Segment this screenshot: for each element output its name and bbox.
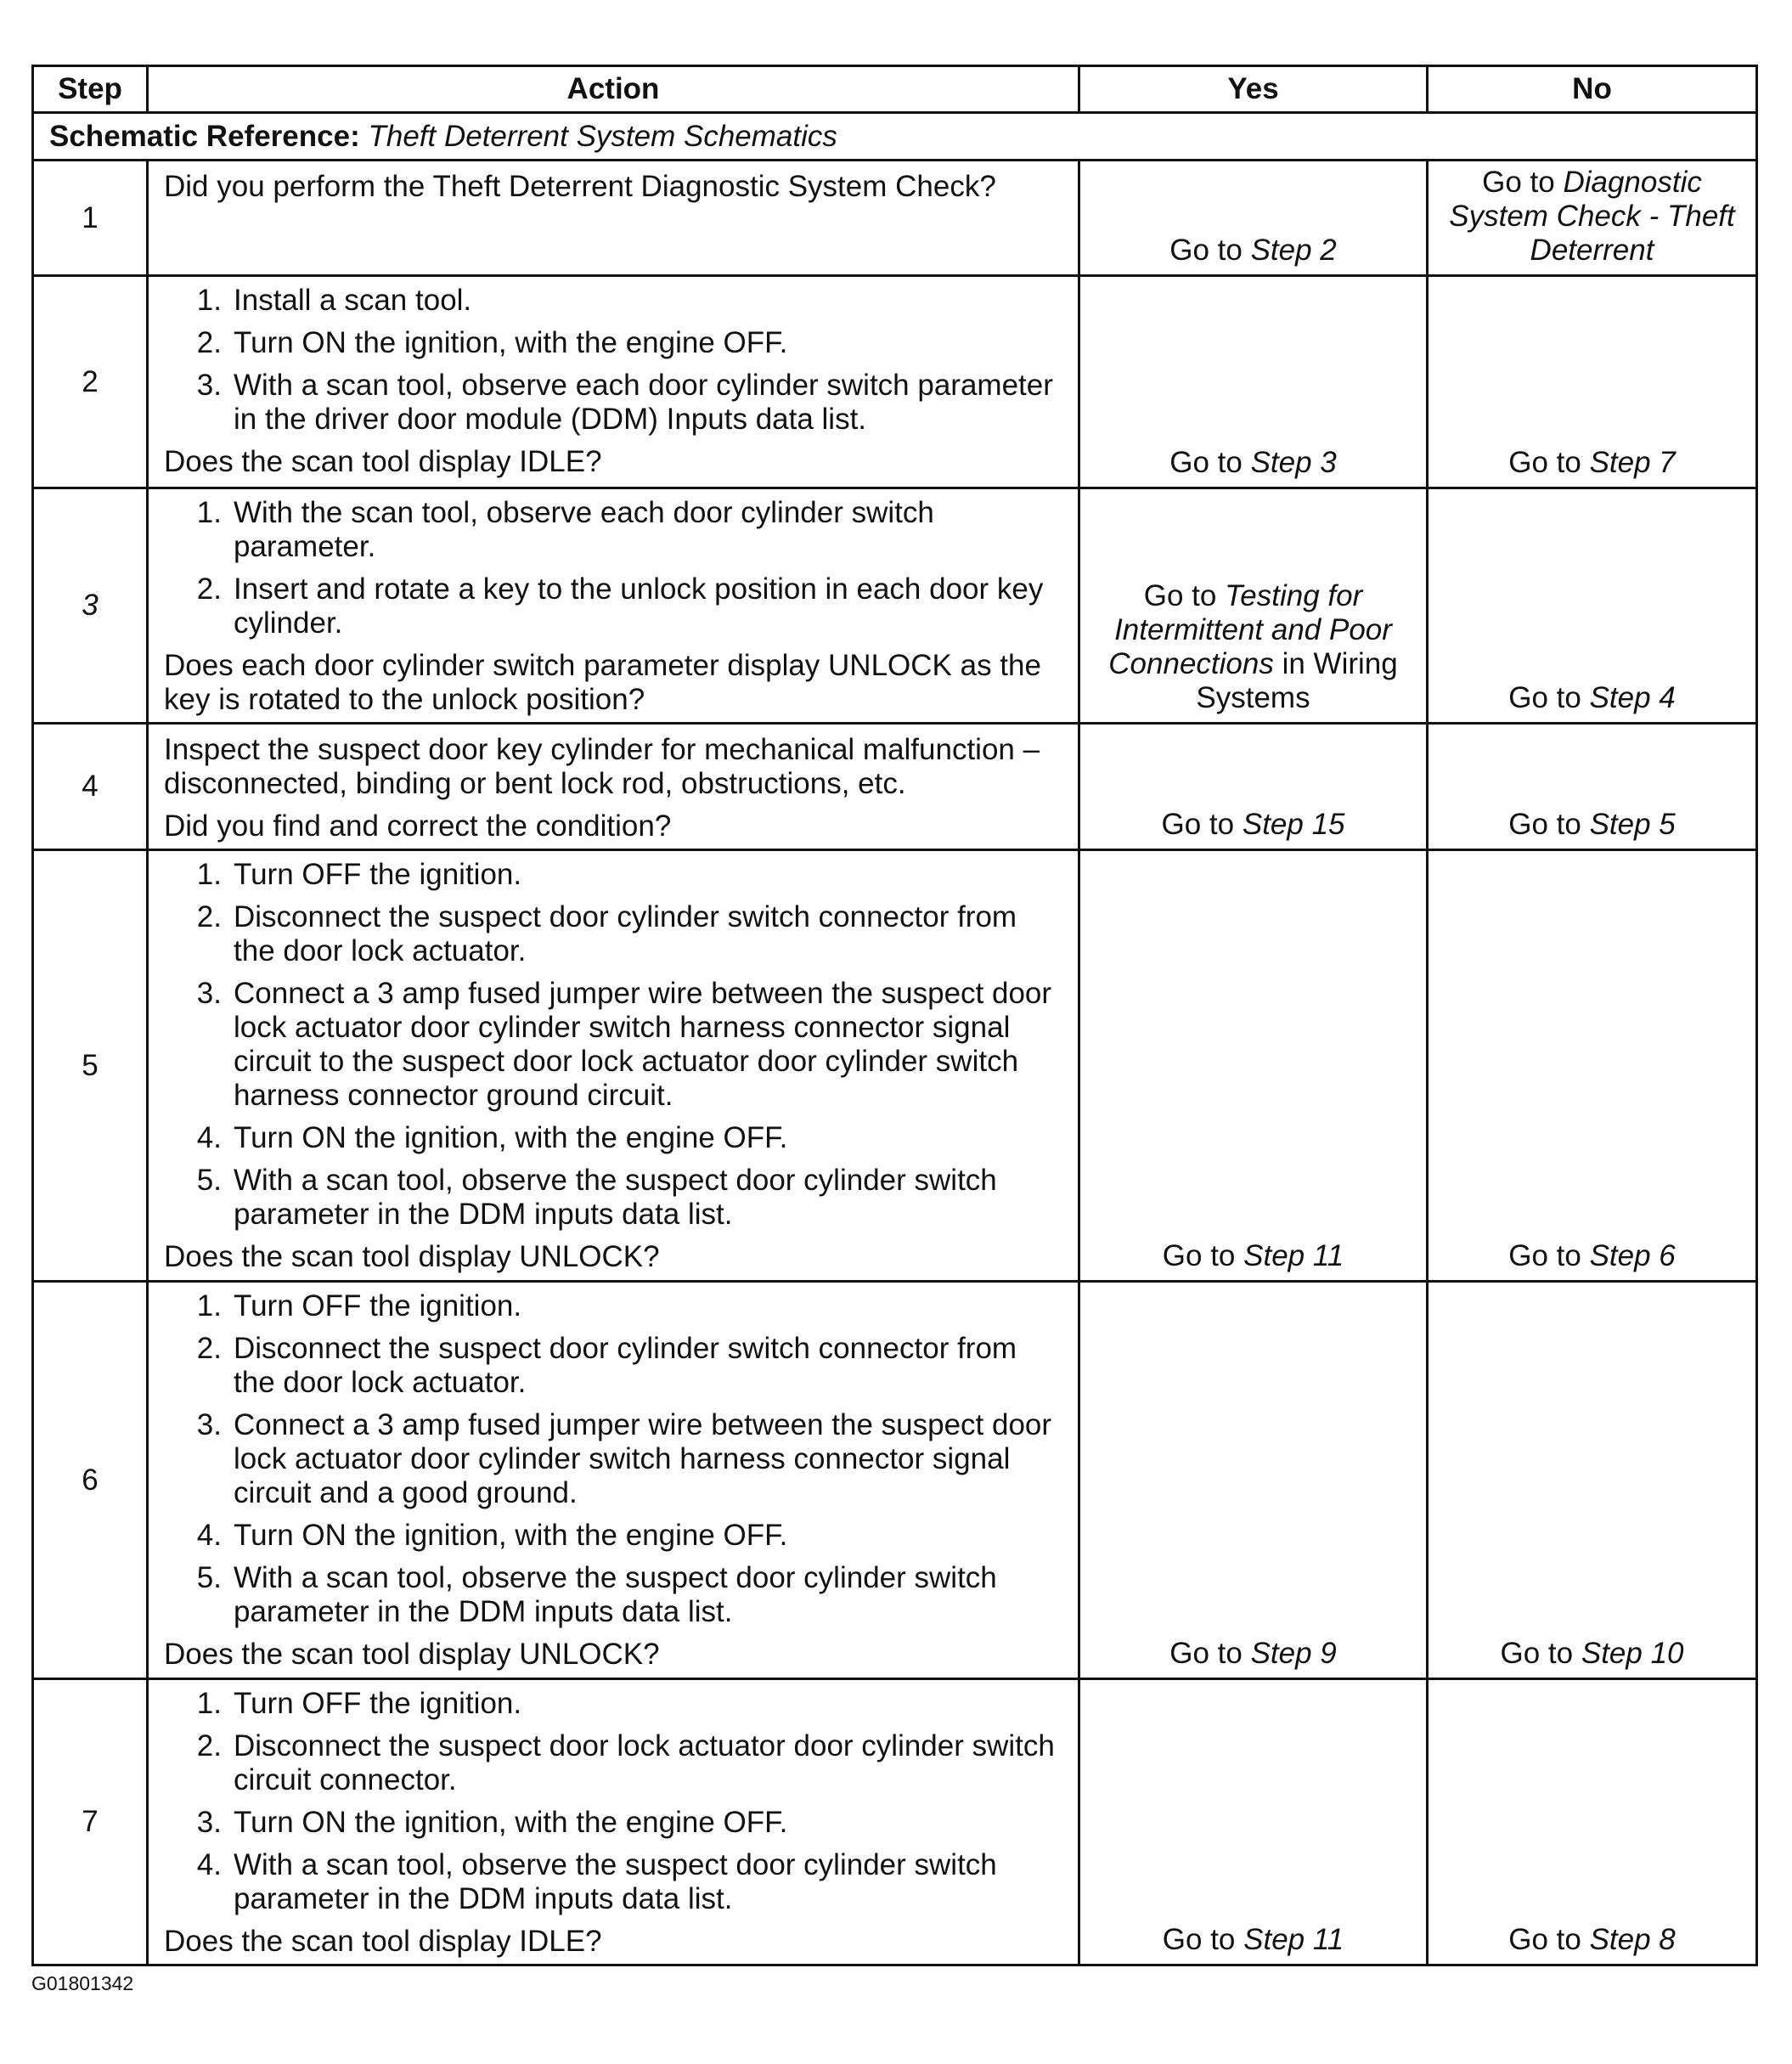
no-goto — [1434, 1239, 1750, 1273]
action-item-text: With a scan tool, observe the suspect door cylinder switch parameter in the DDM inputs data list. — [234, 1848, 997, 1915]
action-item-number: 5. — [196, 1561, 222, 1594]
yes-goto-link[interactable]: Step 3 — [1250, 446, 1337, 479]
action-item-text: Turn ON the ignition, with the engine OFF. — [234, 326, 788, 359]
yes-goto-link[interactable]: Step 9 — [1250, 1637, 1337, 1670]
action-item-number: 1. — [196, 1289, 222, 1322]
yes-goto-prefix: Go to — [1161, 808, 1235, 841]
yes-goto — [1085, 234, 1421, 268]
action-list-item — [164, 977, 1061, 1113]
action-cell — [148, 161, 1079, 276]
yes-goto — [1085, 446, 1421, 480]
schematic-reference-link[interactable]: Theft Deterrent System Schematics — [368, 119, 837, 153]
action-list-item — [164, 1408, 1061, 1510]
step-number: 3 — [33, 488, 148, 724]
action-item-number: 1. — [196, 284, 222, 317]
action-item-text: Disconnect the suspect door cylinder switch connector from the door lock actuator. — [234, 1332, 1017, 1399]
step-row — [33, 850, 1757, 1282]
no-cell — [1428, 161, 1757, 276]
step-number: 4 — [33, 724, 148, 850]
yes-cell — [1079, 1679, 1428, 1965]
yes-goto-prefix: Go to — [1169, 446, 1243, 479]
yes-goto-link[interactable]: Step 15 — [1242, 808, 1345, 841]
step-row — [33, 488, 1757, 724]
yes-goto — [1085, 1239, 1421, 1273]
action-list-item — [164, 572, 1061, 640]
action-item-text: With the scan tool, observe each door cylinder switch parameter. — [234, 496, 934, 563]
action-item-text: Turn OFF the ignition. — [234, 1289, 522, 1322]
action-item-text: Insert and rotate a key to the unlock position in each door key cylinder. — [234, 572, 1044, 640]
yes-goto — [1085, 1637, 1421, 1671]
action-item-text: With a scan tool, observe each door cylinder switch parameter in the driver door module (DDM) Inputs data list. — [234, 369, 1053, 436]
no-goto-link[interactable]: Step 7 — [1589, 446, 1676, 479]
action-list-item — [164, 1561, 1061, 1629]
no-cell — [1428, 1282, 1757, 1679]
action-item-text: Turn ON the ignition, with the engine OFF. — [234, 1806, 788, 1839]
action-item-text: Turn OFF the ignition. — [234, 858, 522, 891]
action-list-item — [164, 496, 1061, 564]
action-list-item — [164, 326, 1061, 360]
yes-goto-link[interactable]: Step 11 — [1243, 1239, 1344, 1272]
yes-goto-prefix: Go to — [1143, 579, 1217, 612]
no-goto — [1434, 808, 1750, 842]
yes-goto — [1085, 1923, 1421, 1957]
action-item-number: 4. — [196, 1519, 222, 1552]
action-list-item — [164, 1687, 1061, 1721]
action-cell — [148, 724, 1079, 850]
action-list-item — [164, 1164, 1061, 1232]
no-goto-prefix: Go to — [1482, 166, 1555, 199]
step-number: 2 — [33, 276, 148, 488]
yes-cell — [1079, 850, 1428, 1282]
yes-cell — [1079, 1282, 1428, 1679]
no-goto — [1434, 166, 1750, 268]
action-item-text: Turn ON the ignition, with the engine OFF. — [234, 1519, 788, 1552]
no-goto-prefix: Go to — [1508, 1923, 1581, 1956]
action-item-text: Turn OFF the ignition. — [234, 1687, 522, 1720]
action-item-number: 3. — [196, 1806, 222, 1839]
no-goto-link[interactable]: Diagnostic System Check - Theft Deterrent — [1449, 166, 1735, 267]
no-goto-prefix: Go to — [1508, 446, 1581, 479]
step-number: 5 — [33, 850, 148, 1282]
action-cell — [148, 1679, 1079, 1965]
action-item-number: 1. — [196, 496, 222, 529]
yes-goto — [1085, 808, 1421, 842]
action-cell — [148, 850, 1079, 1282]
yes-goto-link[interactable]: Step 2 — [1250, 234, 1337, 267]
no-goto — [1434, 681, 1750, 715]
no-cell — [1428, 724, 1757, 850]
action-list-item — [164, 1332, 1061, 1400]
header-action: Action — [148, 66, 1079, 113]
schematic-reference — [33, 113, 1757, 161]
action-cell — [148, 276, 1079, 488]
action-item-number: 5. — [196, 1164, 222, 1197]
no-cell — [1428, 850, 1757, 1282]
action-question: Did you perform the Theft Deterrent Diagnostic System Check? — [164, 170, 996, 203]
action-list-item — [164, 1848, 1061, 1916]
yes-goto-link[interactable]: Step 11 — [1243, 1923, 1344, 1956]
no-goto-prefix: Go to — [1508, 681, 1581, 714]
action-list-item — [164, 284, 1061, 318]
header-no: No — [1428, 66, 1757, 113]
action-item-number: 3. — [196, 1408, 222, 1441]
no-goto-link[interactable]: Step 4 — [1589, 681, 1676, 714]
action-item-number: 2. — [196, 572, 222, 606]
action-item-number: 1. — [196, 858, 222, 891]
action-list-item — [164, 1806, 1061, 1840]
yes-cell — [1079, 161, 1428, 276]
action-item-text: Disconnect the suspect door lock actuator door cylinder switch circuit connector. — [234, 1729, 1055, 1796]
no-goto-link[interactable]: Step 5 — [1589, 808, 1676, 841]
yes-goto-link[interactable]: Testing for Intermittent and Poor Connections — [1108, 579, 1392, 680]
action-item-number: 2. — [196, 326, 222, 359]
no-cell — [1428, 1679, 1757, 1965]
action-list-item — [164, 1519, 1061, 1553]
no-goto-prefix: Go to — [1508, 1239, 1581, 1272]
action-list-item — [164, 900, 1061, 968]
action-item-number: 4. — [196, 1121, 222, 1154]
step-row — [33, 1679, 1757, 1965]
action-item-text: With a scan tool, observe the suspect door cylinder switch parameter in the DDM inputs data list. — [234, 1561, 997, 1628]
step-number: 7 — [33, 1679, 148, 1965]
action-item-number: 3. — [196, 369, 222, 402]
yes-goto-prefix: Go to — [1169, 1637, 1243, 1670]
step-row — [33, 1282, 1757, 1679]
action-list-item — [164, 1289, 1061, 1323]
yes-cell — [1079, 724, 1428, 850]
step-number: 1 — [33, 161, 148, 276]
action-item-number: 2. — [196, 900, 222, 933]
yes-goto — [1085, 579, 1421, 715]
action-list-item — [164, 369, 1061, 437]
action-item-text: Turn ON the ignition, with the engine OFF. — [234, 1121, 788, 1154]
action-item-text: Connect a 3 amp fused jumper wire between the suspect door lock actuator door cylinder switch harness connector signal circuit and a good ground. — [234, 1408, 1052, 1509]
header-step: Step — [33, 66, 148, 113]
no-goto — [1434, 446, 1750, 480]
no-cell — [1428, 488, 1757, 724]
action-list-item — [164, 858, 1061, 892]
no-goto-prefix: Go to — [1508, 808, 1581, 841]
step-number: 6 — [33, 1282, 148, 1679]
action-question: Does the scan tool display IDLE? — [164, 445, 602, 478]
step-row — [33, 724, 1757, 850]
no-goto-link[interactable]: Step 6 — [1589, 1239, 1676, 1272]
action-question: Did you find and correct the condition? — [164, 809, 672, 843]
yes-goto-prefix: Go to — [1169, 234, 1243, 267]
step-row — [33, 276, 1757, 488]
header-yes: Yes — [1079, 66, 1428, 113]
action-question: Does the scan tool display UNLOCK? — [164, 1638, 660, 1671]
step-row — [33, 161, 1757, 276]
action-item-text: Disconnect the suspect door cylinder switch connector from the door lock actuator. — [234, 900, 1017, 967]
no-goto — [1434, 1637, 1750, 1671]
action-lead-text: Inspect the suspect door key cylinder for mechanical malfunction – disconnected, binding or bent lock rod, obstructions, etc. — [164, 733, 1040, 800]
no-goto-prefix: Go to — [1500, 1637, 1574, 1670]
no-goto-link[interactable]: Step 10 — [1581, 1637, 1684, 1670]
yes-goto-suffix: in Wiring Systems — [1196, 647, 1398, 714]
action-cell — [148, 1282, 1079, 1679]
action-question: Does the scan tool display IDLE? — [164, 1925, 602, 1958]
no-cell — [1428, 276, 1757, 488]
no-goto — [1434, 1923, 1750, 1957]
action-item-number: 2. — [196, 1729, 222, 1762]
action-cell — [148, 488, 1079, 724]
action-question: Does the scan tool display UNLOCK? — [164, 1240, 660, 1273]
action-item-text: With a scan tool, observe the suspect door cylinder switch parameter in the DDM inputs data list. — [234, 1164, 997, 1231]
diagnostic-table — [31, 65, 1758, 1966]
schematic-reference-label: Schematic Reference: — [49, 119, 360, 153]
action-question: Does each door cylinder switch parameter display UNLOCK as the key is rotated to the unlock position? — [164, 649, 1041, 716]
action-item-text: Connect a 3 amp fused jumper wire between the suspect door lock actuator door cylinder switch harness connector signal circuit to the suspect door lock actuator door cylinder switch harness connector ground circuit. — [234, 977, 1052, 1112]
yes-cell — [1079, 276, 1428, 488]
action-list-item — [164, 1121, 1061, 1155]
schematic-reference-row — [33, 113, 1757, 161]
yes-goto-prefix: Go to — [1162, 1239, 1236, 1272]
action-item-text: Install a scan tool. — [234, 284, 472, 317]
yes-goto-prefix: Go to — [1162, 1923, 1236, 1956]
figure-id: G01801342 — [31, 1972, 134, 1994]
action-item-number: 1. — [196, 1687, 222, 1720]
header-row — [33, 66, 1757, 113]
action-list-item — [164, 1729, 1061, 1797]
no-goto-link[interactable]: Step 8 — [1589, 1923, 1676, 1956]
action-item-number: 4. — [196, 1848, 222, 1881]
action-item-number: 2. — [196, 1332, 222, 1365]
action-item-number: 3. — [196, 977, 222, 1010]
yes-cell — [1079, 488, 1428, 724]
